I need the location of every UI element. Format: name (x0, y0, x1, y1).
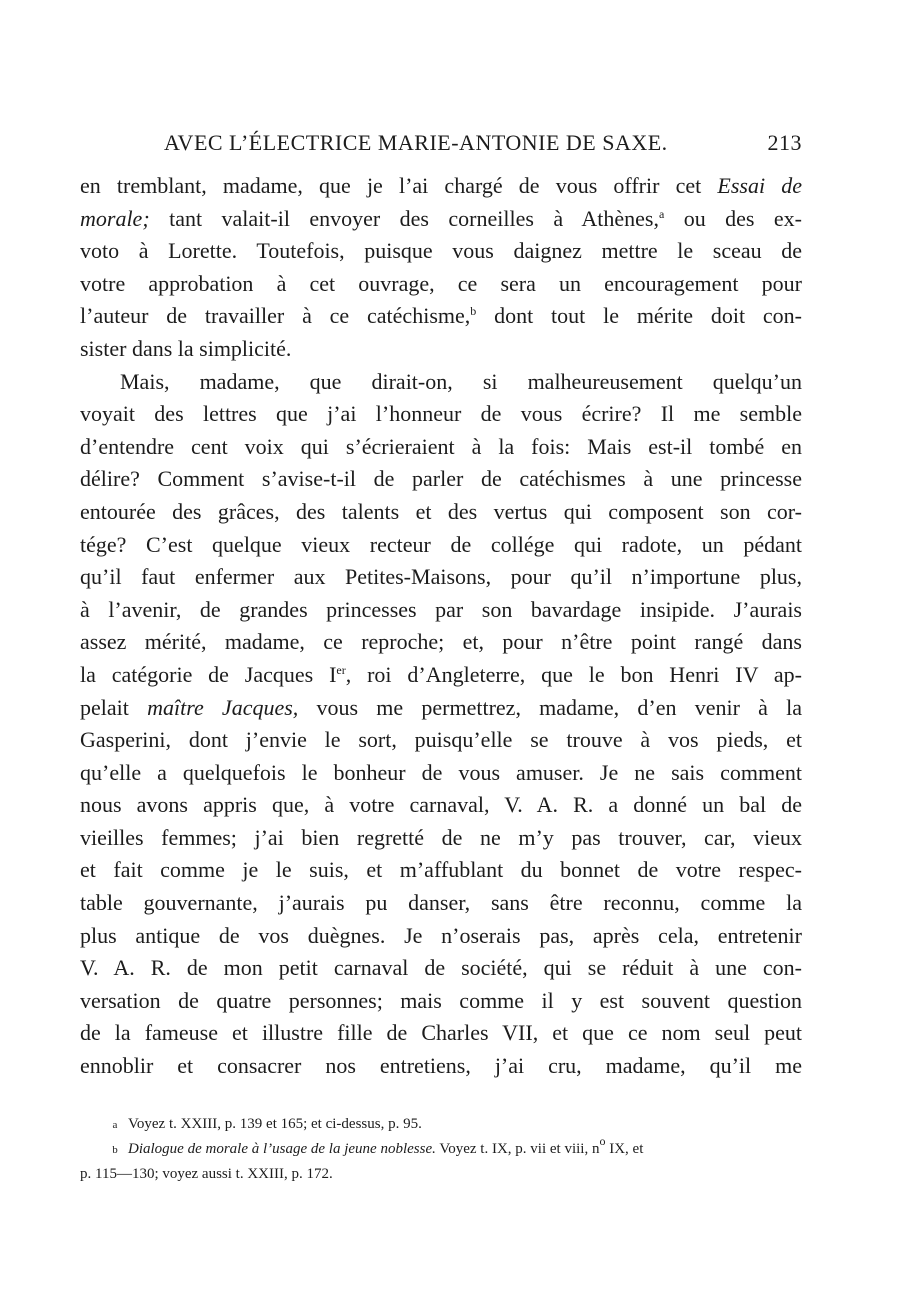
text-line (80, 920, 802, 953)
text-run: table gouvernante, j’aurais pu danser, sans être reconnu, comme la (80, 890, 802, 916)
text-run: vieilles femmes; j’ai bien regretté de ne m’y pas trouver, car, vieux (80, 824, 802, 850)
text-line (80, 268, 802, 301)
text-run: IX, et (605, 1141, 644, 1157)
text-line (80, 1050, 802, 1083)
text-line (80, 985, 802, 1018)
text-run: ou des ex- (664, 205, 803, 231)
text-line (80, 626, 802, 659)
body-text (80, 170, 802, 1083)
text-run: votre approbation à cet ouvrage, ce sera un encouragement pour (80, 270, 802, 296)
text-run: , roi d’Angleterre, que le bon Henri IV ap- (345, 661, 802, 687)
footnote (80, 1162, 802, 1186)
text-run: vous me permettrez, madame, d’en venir à la (298, 694, 802, 720)
text-line (80, 431, 802, 464)
text-run: Voyez t. IX, p. vii et viii, n (435, 1141, 600, 1157)
text-run: nous avons appris que, à votre carnaval, V. A. R. a donné un bal de (80, 792, 802, 818)
text-line (80, 333, 802, 366)
text-line (80, 822, 802, 855)
text-run: V. A. R. de mon petit carnaval de société, qui se réduit à une con- (80, 955, 802, 981)
text-run: Gasperini, dont j’envie le sort, puisqu’elle se trouve à vos pieds, et (80, 727, 802, 753)
text-run: plus antique de vos duègnes. Je n’oserais pas, après cela, entretenir (80, 922, 802, 948)
superscript: o (599, 1134, 606, 1148)
text-line (80, 724, 802, 757)
text-run: versation de quatre personnes; mais comme il y est souvent question (80, 987, 802, 1013)
text-line (80, 463, 802, 496)
italic-run: Dialogue de morale à l’usage de la jeune noblesse. (128, 1141, 436, 1157)
text-run: l’auteur de travailler à ce catéchisme, (80, 303, 471, 329)
running-title: AVEC L’ÉLECTRICE MARIE-ANTONIE DE SAXE. (164, 130, 668, 155)
footnote-mark: a (112, 1119, 118, 1131)
text-run: d’entendre cent voix qui s’écrieraient à la fois: Mais est-il tombé en (80, 433, 802, 459)
text-line (80, 692, 802, 725)
text-line (80, 1017, 802, 1050)
footnote (80, 1134, 802, 1162)
page-header (80, 124, 802, 160)
page-number: 213 (767, 130, 802, 155)
text-line (80, 659, 802, 692)
text-line (80, 789, 802, 822)
text-run: à l’avenir, de grandes princesses par son bavardage insipide. J’aurais (80, 596, 802, 622)
text-line (80, 496, 802, 529)
superscript: b (470, 304, 477, 319)
text-line (80, 398, 802, 431)
superscript: a (658, 206, 665, 221)
text-line (80, 952, 802, 985)
text-run: assez mérité, madame, ce reproche; et, pour n’être point rangé dans (80, 629, 802, 655)
text-run: tége? C’est quelque vieux recteur de collége qui radote, un pédant (80, 531, 802, 557)
text-line (80, 235, 802, 268)
text-line (80, 300, 802, 333)
text-run: p. 115—130; voyez aussi t. XXIII, p. 172. (80, 1166, 333, 1182)
text-run: de la fameuse et illustre fille de Charles VII, et que ce nom seul peut (80, 1020, 802, 1046)
superscript: er (336, 662, 346, 677)
text-run: dont tout le mérite doit con- (476, 303, 802, 329)
text-run: qu’elle a quelquefois le bonheur de vous amuser. Je ne sais comment (80, 759, 802, 785)
text-line (80, 203, 802, 236)
text-run: qu’il faut enfermer aux Petites-Maisons, pour qu’il n’importune plus, (80, 564, 802, 590)
footnotes (80, 1112, 802, 1186)
text-line (80, 529, 802, 562)
text-run: tant valait-il envoyer des corneilles à Athènes, (149, 205, 659, 231)
italic-run: morale; (80, 205, 150, 231)
italic-run: maître Jacques, (147, 694, 299, 720)
text-run: Mais, madame, que dirait-on, si malheureusement quelqu’un (120, 368, 802, 394)
text-run: Voyez t. XXIII, p. 139 et 165; et ci-dessus, p. 95. (128, 1116, 422, 1132)
text-line (80, 854, 802, 887)
text-run: la catégorie de Jacques I (80, 661, 337, 687)
text-run: délire? Comment s’avise-t-il de parler de catéchismes à une princesse (80, 466, 802, 492)
text-run: pelait (80, 694, 148, 720)
text-run: voyait des lettres que j’ai l’honneur de vous écrire? Il me semble (80, 401, 802, 427)
text-line (80, 887, 802, 920)
text-line (80, 594, 802, 627)
text-run: sister dans la simplicité. (80, 335, 292, 361)
text-run: ennoblir et consacrer nos entretiens, j’ai cru, madame, qu’il me (80, 1053, 802, 1079)
text-run: voto à Lorette. Toutefois, puisque vous daignez mettre le sceau de (80, 238, 802, 264)
text-run: entourée des grâces, des talents et des vertus qui composent son cor- (80, 498, 802, 524)
text-run: en tremblant, madame, que je l’ai chargé de vous offrir cet (80, 173, 718, 198)
text-run: et fait comme je le suis, et m’affublant du bonnet de votre respec- (80, 857, 802, 883)
text-line (80, 366, 802, 399)
text-line (80, 561, 802, 594)
text-line (80, 170, 802, 203)
text-line (80, 757, 802, 790)
italic-run: Essai de (717, 173, 802, 198)
footnote-mark: b (112, 1144, 118, 1156)
footnote (80, 1112, 802, 1137)
